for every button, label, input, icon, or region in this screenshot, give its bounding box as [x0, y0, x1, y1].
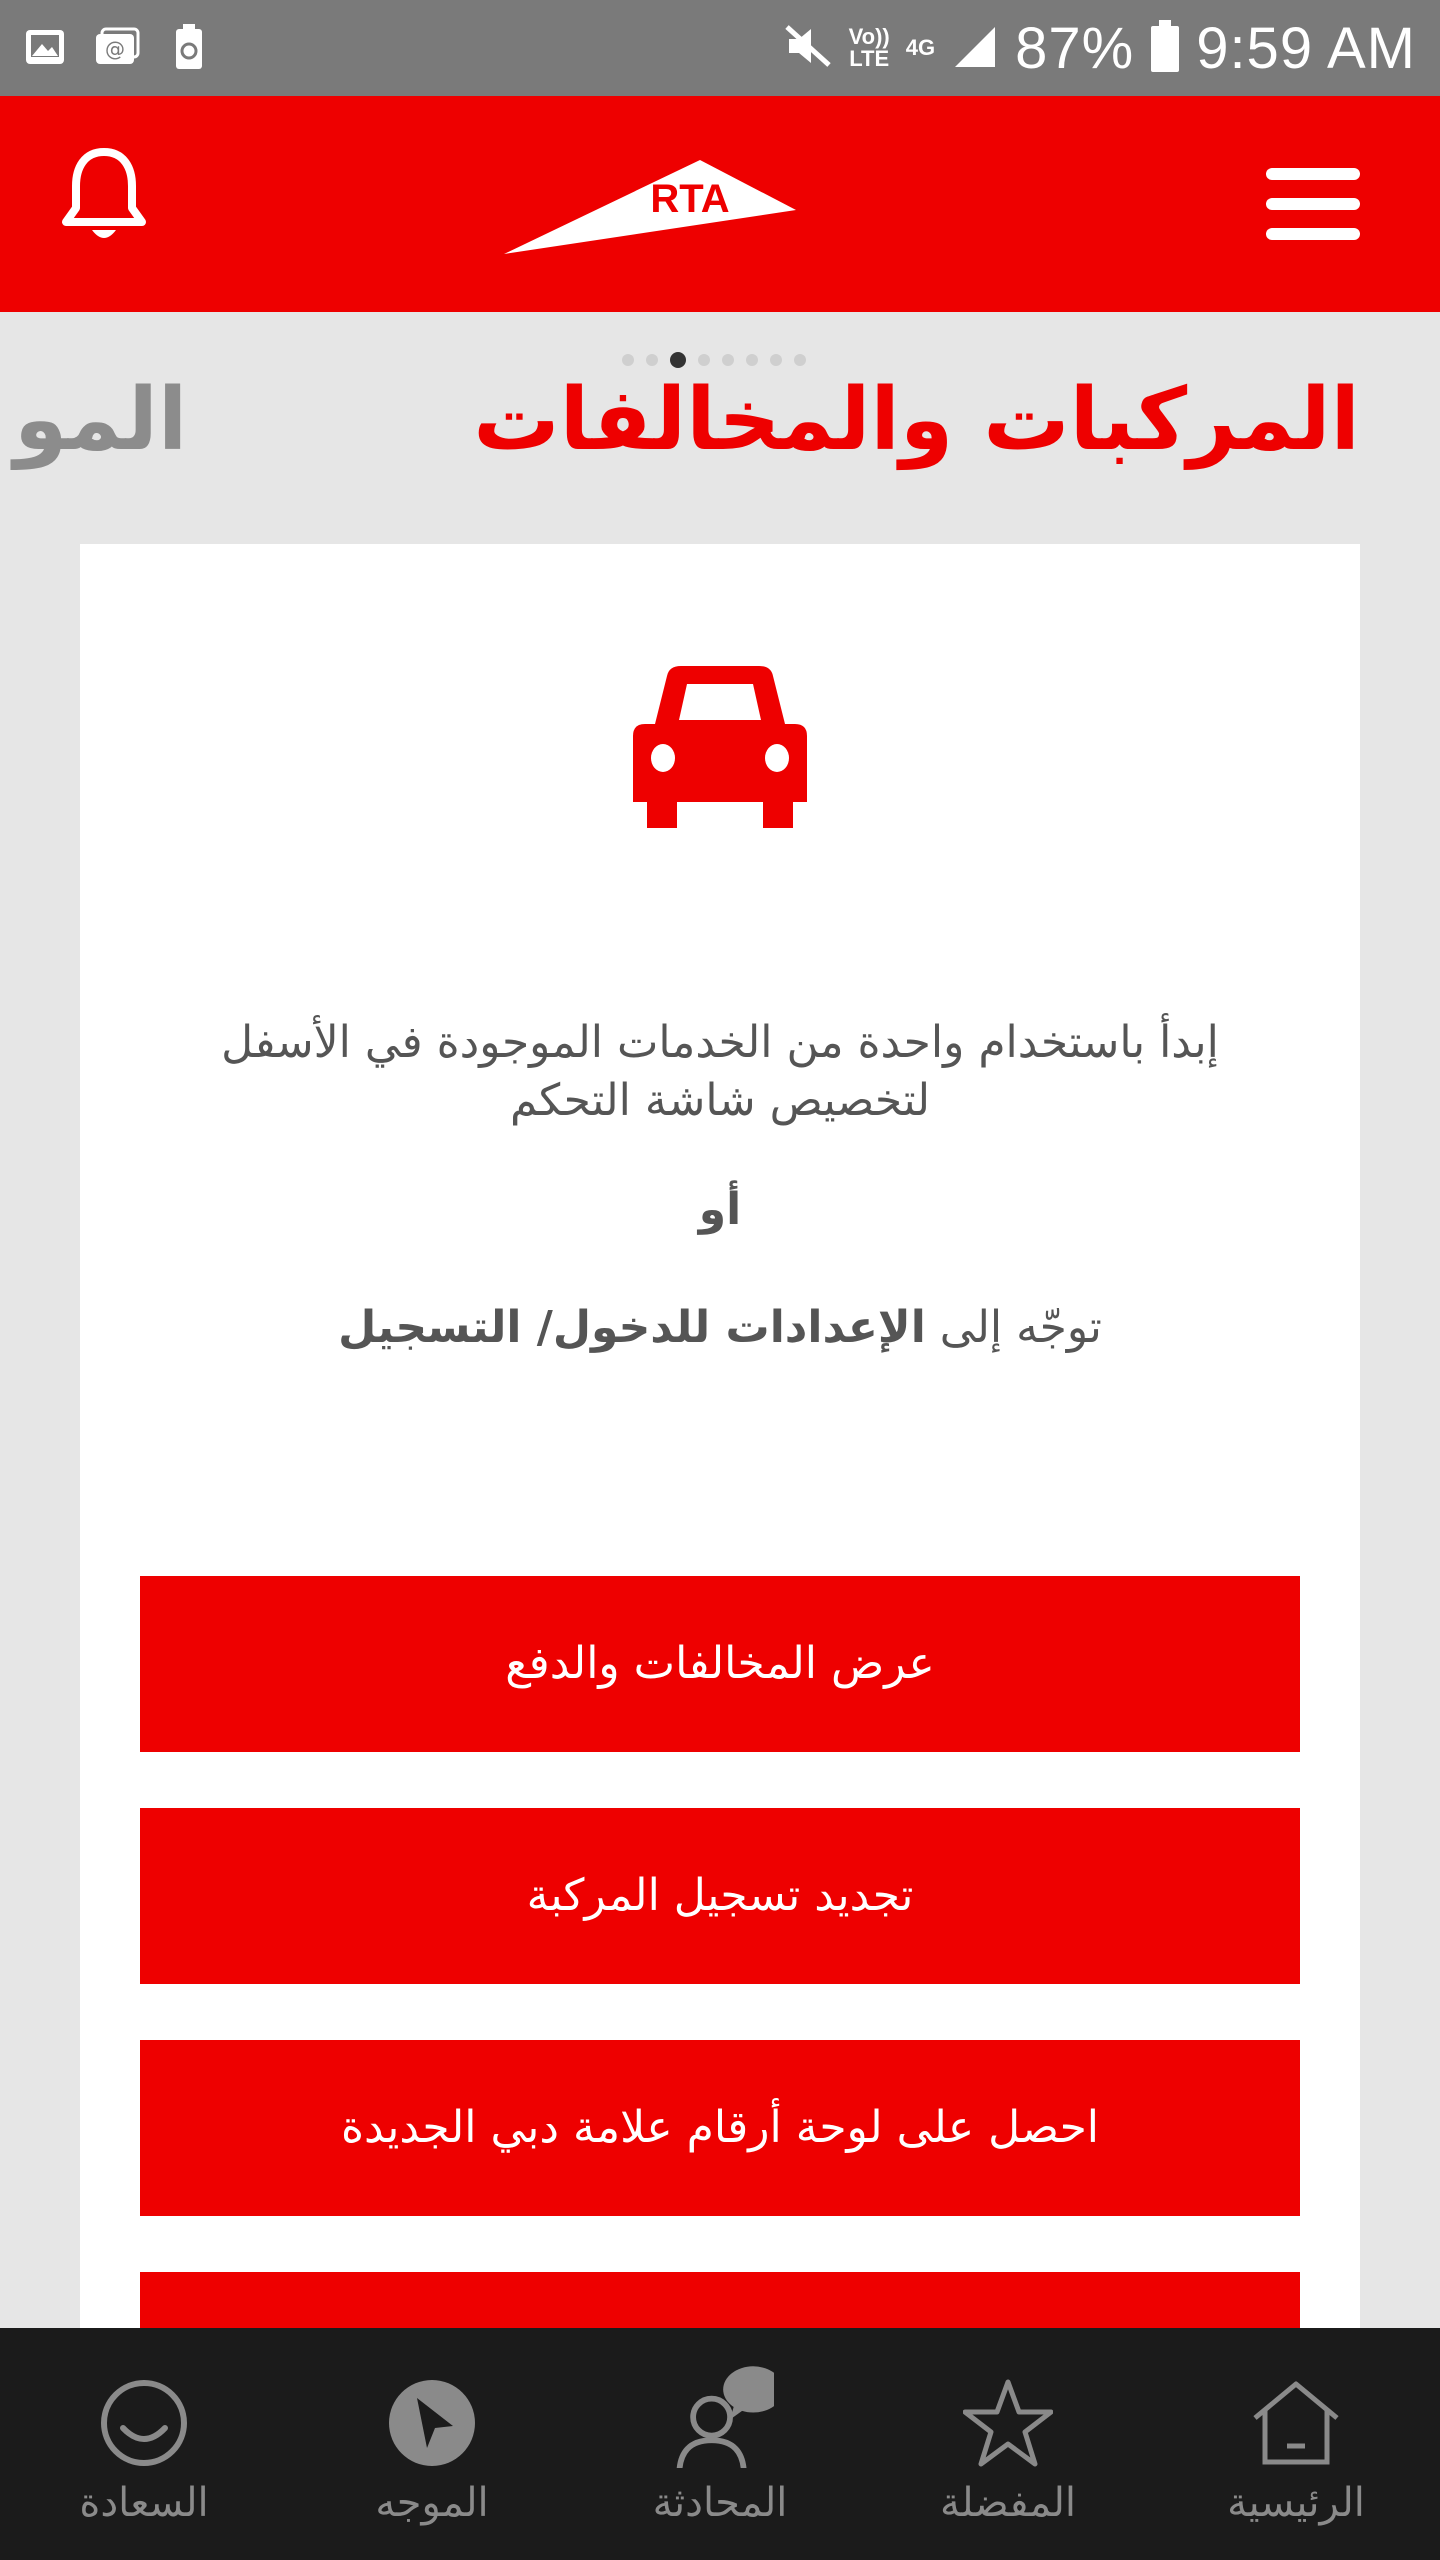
battery-percent: 87% [1015, 15, 1135, 81]
star-icon [963, 2378, 1053, 2468]
battery-icon [1150, 20, 1180, 76]
nav-favorites[interactable] [864, 2328, 1152, 2560]
or-separator: أو [698, 1184, 742, 1235]
carousel-dot[interactable] [646, 354, 658, 366]
settings-hint-prefix: توجّه إلى [939, 1302, 1102, 1353]
nav-label: المحادثة [652, 2480, 788, 2526]
intro-line-2: لتخصيص شاشة التحكم [509, 1075, 931, 1126]
settings-login-link[interactable]: الإعدادات للدخول/ التسجيل [338, 1302, 926, 1353]
status-bar [0, 0, 1440, 96]
view-fines-and-pay-button[interactable]: عرض المخالفات والدفع [140, 1576, 1300, 1752]
carousel-dot[interactable] [794, 354, 806, 366]
nav-label: الرئيسية [1227, 2480, 1365, 2526]
carousel-dot-active[interactable] [670, 352, 686, 368]
carousel-dot[interactable] [698, 354, 710, 366]
email-notification-icon [94, 22, 140, 72]
nav-label: المفضلة [939, 2480, 1077, 2526]
volte-text: Vo)) [848, 24, 890, 49]
clock: 9:59 AM [1196, 15, 1416, 81]
carousel-dot[interactable] [770, 354, 782, 366]
chat-agent-icon [670, 2364, 774, 2468]
carousel-dot[interactable] [622, 354, 634, 366]
hamburger-icon [1266, 168, 1360, 180]
battery-saver-notification-icon [166, 22, 212, 72]
nav-chat[interactable] [576, 2328, 864, 2560]
volte-indicator [849, 26, 890, 70]
intro-line-1: إبدأ باستخدام واحدة من الخدمات الموجودة في الأسفل [221, 1017, 1219, 1068]
mute-icon [783, 23, 833, 73]
navigation-icon [387, 2378, 477, 2468]
smiley-icon [99, 2378, 189, 2468]
nav-label: الموجه [375, 2480, 489, 2526]
home-icon [1251, 2378, 1341, 2468]
carousel-dot[interactable] [746, 354, 758, 366]
service-button-partial[interactable] [140, 2272, 1300, 2334]
carousel-dot[interactable] [722, 354, 734, 366]
signal-icon [951, 23, 999, 73]
nav-home[interactable] [1152, 2328, 1440, 2560]
lte-text: LTE [849, 46, 890, 71]
carousel-dots[interactable] [622, 352, 806, 368]
svg-text:@: @ [105, 37, 125, 61]
car-icon [627, 662, 813, 832]
network-type: 4G [905, 35, 936, 60]
renew-vehicle-registration-button[interactable]: تجديد تسجيل المركبة [140, 1808, 1300, 1984]
get-dubai-plate-button[interactable]: احصل على لوحة أرقام علامة دبي الجديدة [140, 2040, 1300, 2216]
app-header [0, 96, 1440, 312]
menu-button[interactable] [1266, 168, 1360, 240]
bell-icon [60, 146, 148, 246]
page-title: المركبات والمخالفات [473, 370, 1360, 470]
gallery-notification-icon [22, 22, 68, 72]
dashboard-card [80, 544, 1360, 2334]
rta-logo [500, 152, 800, 262]
intro-text [140, 1014, 1300, 1130]
bottom-navigation [0, 2328, 1440, 2560]
next-page-title-peek[interactable]: المو [14, 370, 188, 470]
notifications-button[interactable] [60, 146, 148, 246]
svg-text:RTA: RTA [650, 177, 730, 221]
settings-hint [140, 1302, 1300, 1353]
nav-happiness[interactable] [0, 2328, 288, 2560]
nav-guide[interactable] [288, 2328, 576, 2560]
nav-label: السعادة [79, 2480, 209, 2526]
